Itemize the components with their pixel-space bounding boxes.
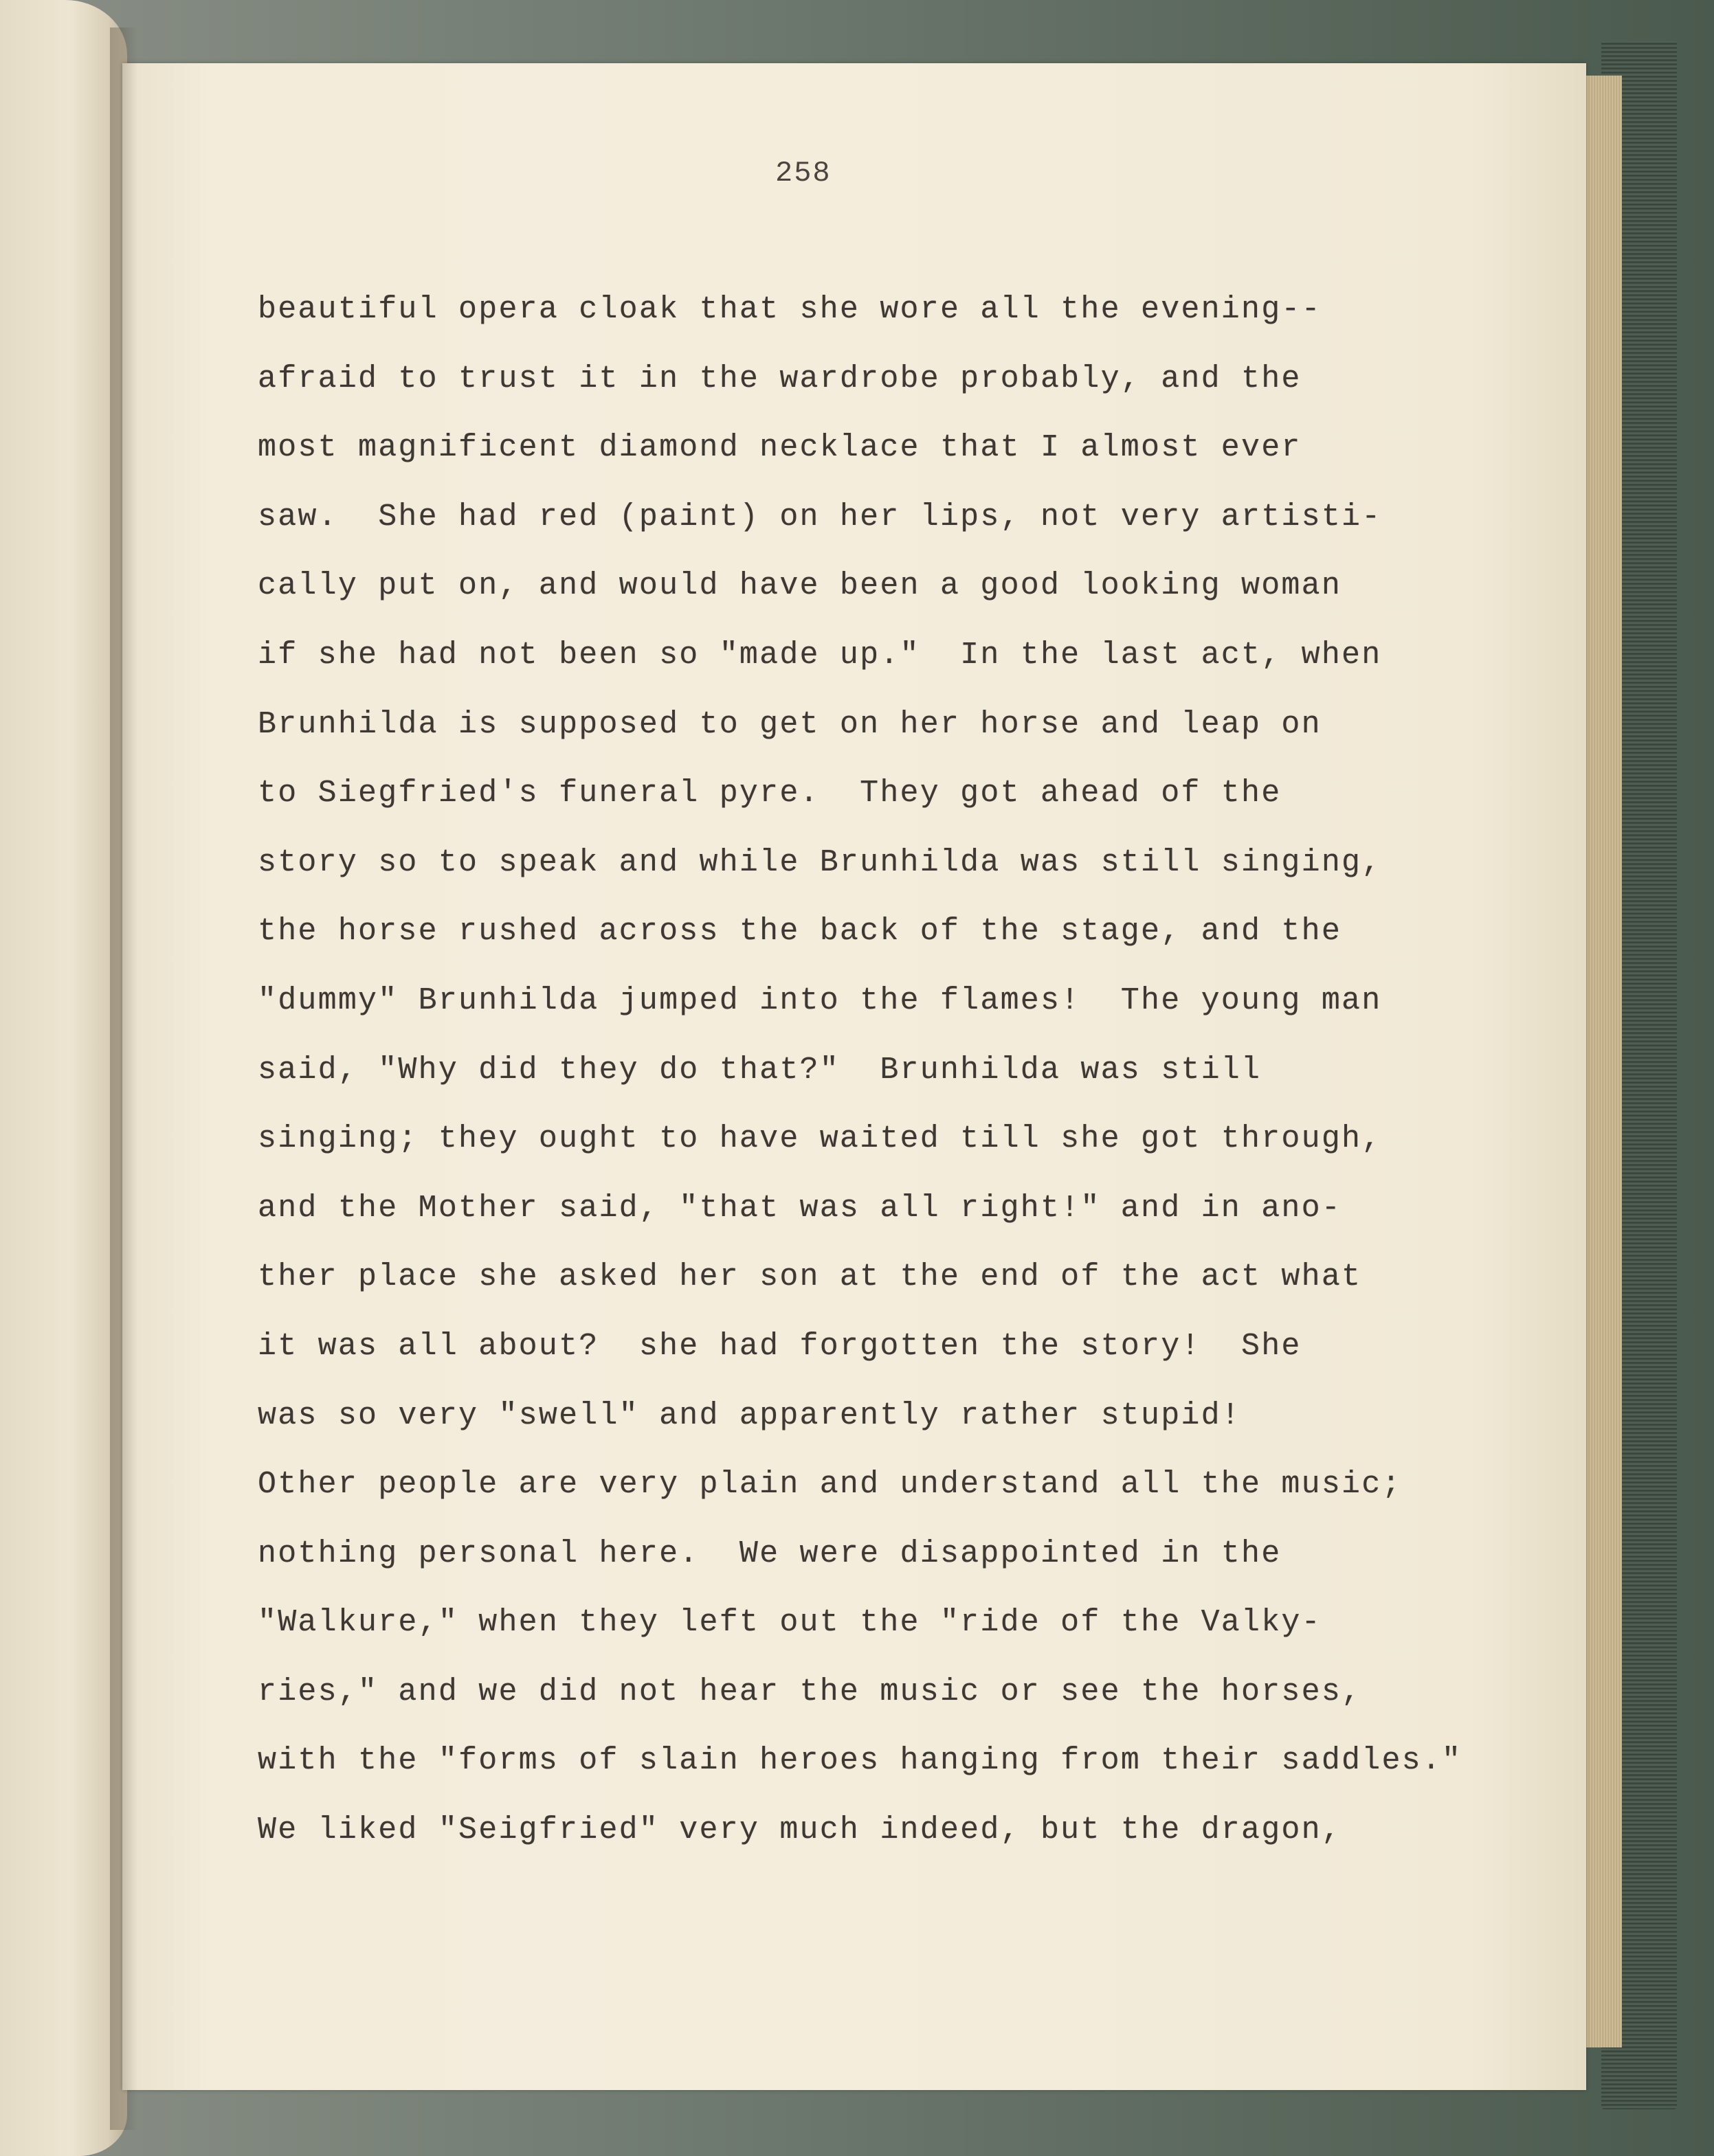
text-line: beautiful opera cloak that she wore all the evening--: [258, 292, 1322, 327]
text-line: and the Mother said, "that was all right!" and in ano-: [258, 1190, 1342, 1226]
text-line: Other people are very plain and understand all the music;: [258, 1467, 1402, 1503]
text-line: the horse rushed across the back of the stage, and the: [258, 914, 1342, 950]
text-line: "dummy" Brunhilda jumped into the flames! The young man: [258, 982, 1382, 1018]
text-line: said, "Why did they do that?" Brunhilda was still: [258, 1052, 1262, 1088]
text-line: was so very "swell" and apparently rather stupid!: [258, 1397, 1242, 1433]
text-line: to Siegfried's funeral pyre. They got ahead of the: [258, 776, 1282, 811]
text-line: ther place she asked her son at the end of the act what: [258, 1259, 1362, 1295]
text-line: cally put on, and would have been a good looking woman: [258, 568, 1342, 604]
text-line: most magnificent diamond necklace that I almost ever: [258, 430, 1302, 466]
text-line: We liked "Seigfried" very much indeed, but the dragon,: [258, 1812, 1342, 1848]
text-line: "Walkure," when they left out the "ride of the Valky-: [258, 1605, 1322, 1641]
text-line: afraid to trust it in the wardrobe probably, and the: [258, 361, 1302, 396]
text-line: nothing personal here. We were disappointed in the: [258, 1536, 1282, 1571]
page-number: 258: [775, 157, 832, 190]
text-line: ries," and we did not hear the music or see the horses,: [258, 1674, 1362, 1709]
text-line: with the "forms of slain heroes hanging from their saddles.": [258, 1743, 1462, 1779]
text-line: Brunhilda is supposed to get on her horse and leap on: [258, 706, 1322, 742]
text-line: saw. She had red (paint) on her lips, not very artisti-: [258, 499, 1382, 535]
text-line: singing; they ought to have waited till she got through,: [258, 1121, 1382, 1157]
text-line: it was all about? she had forgotten the story! She: [258, 1328, 1302, 1364]
typescript-text: [258, 287, 1462, 1877]
text-line: if she had not been so "made up." In the last act, when: [258, 637, 1382, 673]
text-line: story so to speak and while Brunhilda was still singing,: [258, 844, 1382, 880]
facing-page-edge: [0, 0, 127, 2156]
gutter-shadow: [110, 27, 137, 2130]
